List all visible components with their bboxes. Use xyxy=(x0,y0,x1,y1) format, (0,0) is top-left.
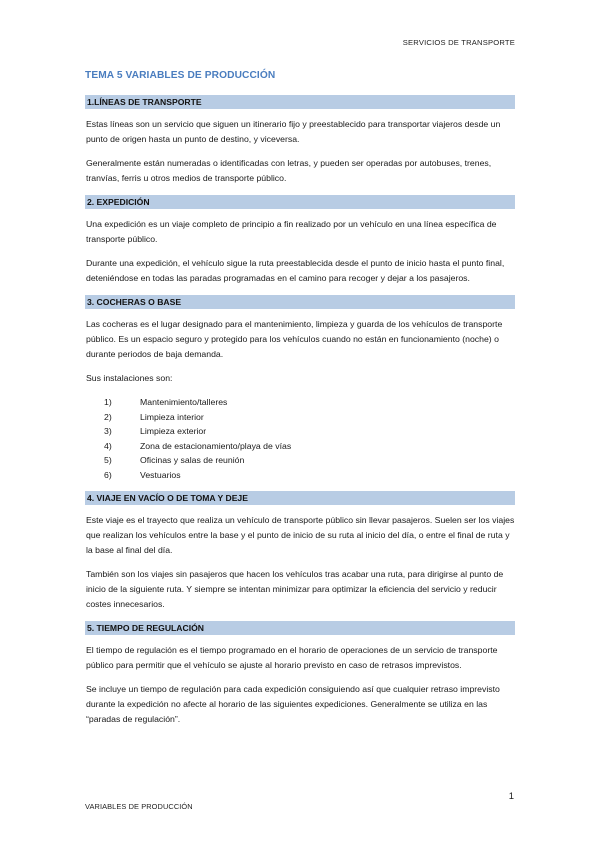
list-item-number: 1) xyxy=(104,397,112,407)
list-item xyxy=(85,453,515,468)
section-heading-cocheras: 3. COCHERAS O BASE xyxy=(85,295,515,309)
list-item-number: 5) xyxy=(104,455,112,466)
list-item xyxy=(85,410,515,425)
paragraph: Sus instalaciones son: xyxy=(86,373,173,383)
document-title: TEMA 5 VARIABLES DE PRODUCCIÓN xyxy=(85,70,276,81)
installations-list xyxy=(85,395,515,483)
list-item xyxy=(85,395,515,410)
section-heading-tiempo-regulacion: 5. TIEMPO DE REGULACIÓN xyxy=(85,621,515,635)
list-item-number: 2) xyxy=(104,411,112,422)
page-header: SERVICIOS DE TRANSPORTE xyxy=(402,38,515,47)
list-item-text: Limpieza exterior xyxy=(140,426,207,437)
document-body xyxy=(85,95,515,736)
page-footer: VARIABLES DE PRODUCCIÓN xyxy=(85,802,193,811)
paragraph: Se incluye un tiempo de regulación para cada expedición consiguiendo así que cualquier retraso imprevisto durante la expedición no afecte al horario de las siguientes expediciones. Generalmente se utiliza en las “paradas de regulación”. xyxy=(86,683,500,724)
list-item xyxy=(85,468,515,483)
paragraph: Durante una expedición, el vehículo sigue la ruta preestablecida desde el punto de inicio hasta el punto final, deteniéndose en todas las paradas programadas en el camino para recoger y dejar a los pasajeros. xyxy=(86,258,505,283)
paragraph: Estas líneas son un servicio que siguen un itinerario fijo y preestablecido para transportar viajeros desde un punto de origen hasta un punto de destino, y viceversa. xyxy=(86,119,501,144)
paragraph: El tiempo de regulación es el tiempo programado en el horario de operaciones de un servicio de transporte público para permitir que el vehículo se ajuste al horario previsto en caso de retrasos imprevistos. xyxy=(86,644,498,670)
list-item-number: 6) xyxy=(104,469,112,480)
page-number: 1 xyxy=(508,791,514,802)
list-item-text: Limpieza interior xyxy=(140,411,204,422)
list-item xyxy=(85,424,515,439)
paragraph: También son los viajes sin pasajeros que hacen los vehículos tras acabar una ruta, para dirigirse al punto de inicio de la siguiente ruta. Y siempre se intentan minimizar para optimizar la eficiencia del servicio y reducir costes innecesarios. xyxy=(86,568,504,609)
list-item-text: Oficinas y salas de reunión xyxy=(140,455,245,466)
list-item-number: 3) xyxy=(104,426,112,437)
list-item-number: 4) xyxy=(104,440,112,451)
paragraph: Este viaje es el trayecto que realiza un vehículo de transporte público sin llevar pasajeros. Suelen ser los viajes que realizan los vehículos entre la base y el punto de inicio de su ruta al inicio del día, o entre el final de ruta y la base al final del día. xyxy=(86,514,515,555)
paragraph: Las cocheras es el lugar designado para el mantenimiento, limpieza y guarda de los vehículos de transporte público. Es un espacio seguro y protegido para los vehículos cuando no están en funcionamiento (noche) o durante periodos de baja demanda. xyxy=(86,319,503,359)
section-heading-viaje-en-vacio: 4. VIAJE EN VACÍO O DE TOMA Y DEJE xyxy=(85,491,515,505)
list-item-text: Vestuarios xyxy=(140,469,181,480)
list-item-text: Zona de estacionamiento/playa de vías xyxy=(140,440,292,451)
list-item xyxy=(85,439,515,454)
section-heading-lineas: 1.LÍNEAS DE TRANSPORTE xyxy=(85,95,515,109)
section-heading-expedicion: 2. EXPEDICIÓN xyxy=(85,195,515,209)
list-item-text: Mantenimiento/talleres xyxy=(140,397,228,407)
paragraph: Generalmente están numeradas o identificadas con letras, y pueden ser operadas por autobuses, trenes, tranvías, ferris u otros medios de transporte público. xyxy=(86,158,492,183)
paragraph: Una expedición es un viaje completo de principio a fin realizado por un vehículo en una línea específica de transporte público. xyxy=(86,219,497,244)
